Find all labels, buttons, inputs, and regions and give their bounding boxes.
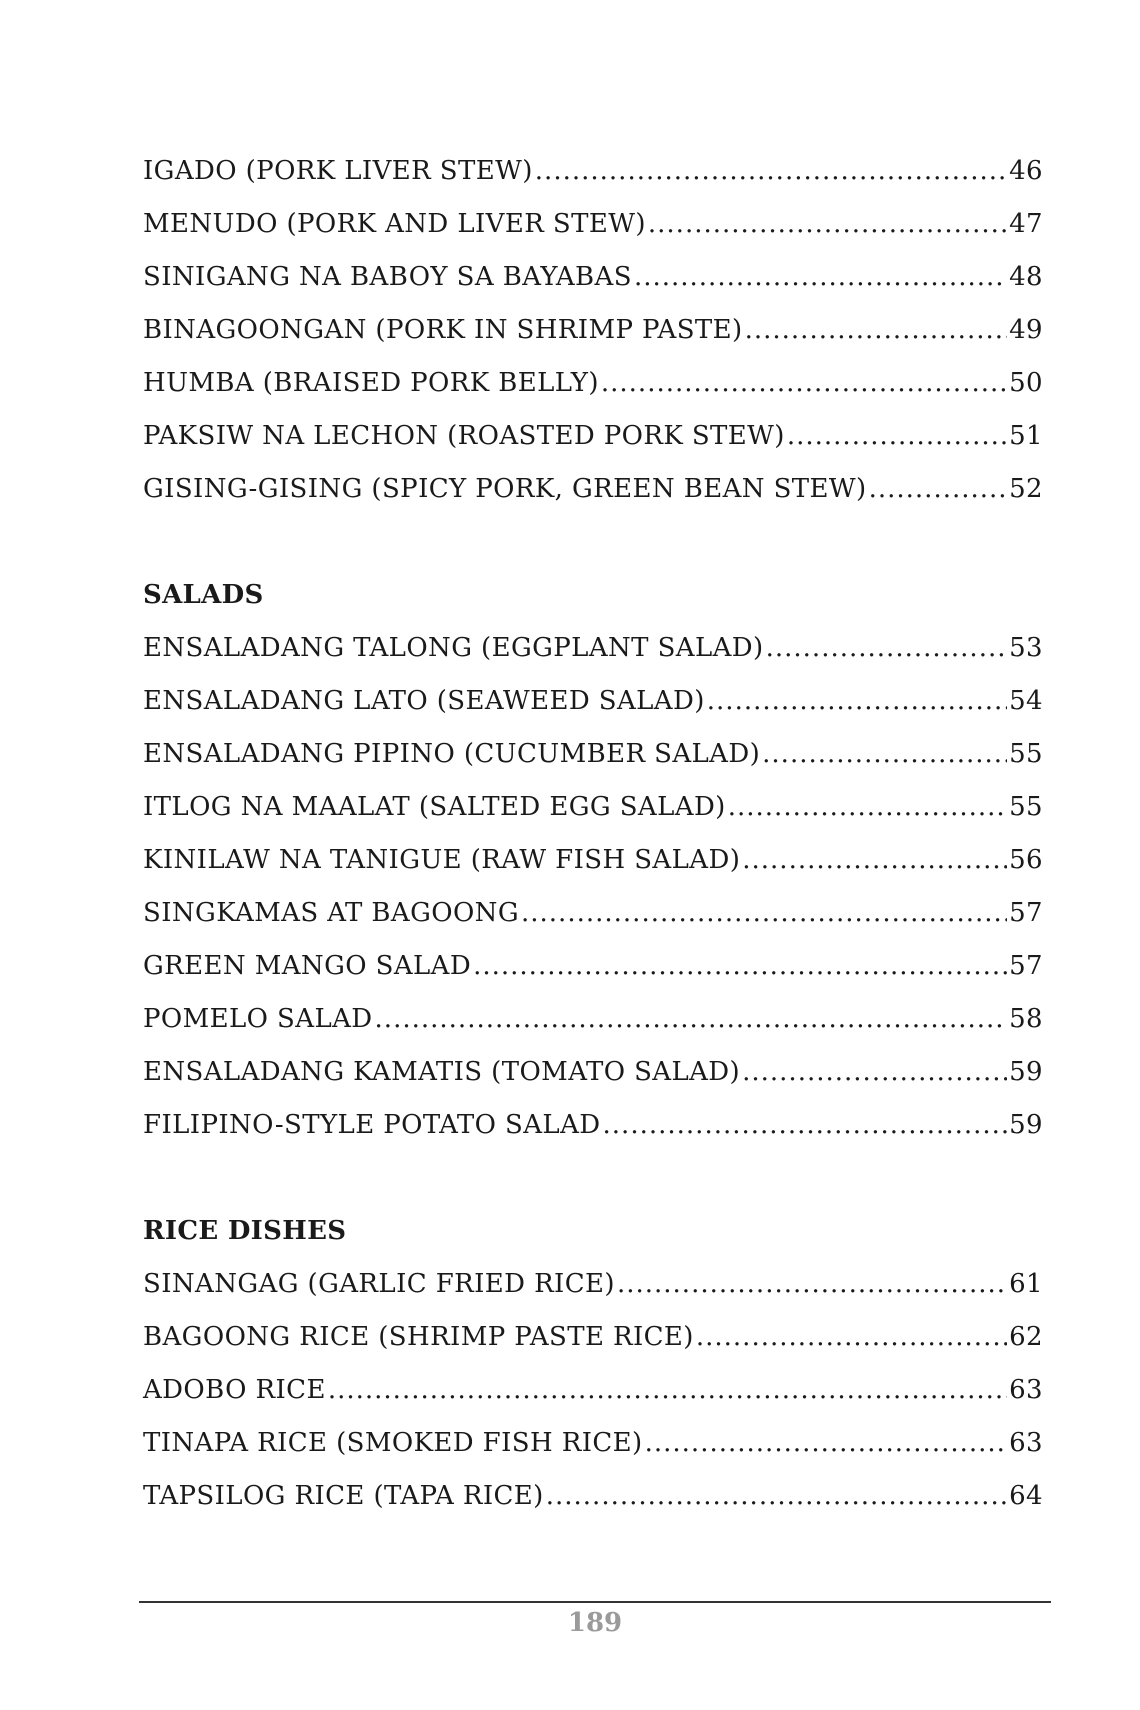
page-number: 189 xyxy=(567,1608,623,1638)
dot-leader xyxy=(601,363,1007,403)
section-heading-salads: SALADS xyxy=(143,580,264,610)
dot-leader xyxy=(473,946,1007,986)
footer-divider xyxy=(139,1601,1051,1603)
table-of-contents xyxy=(143,151,1043,1529)
dot-leader xyxy=(696,1317,1007,1357)
entry-page-number: 64 xyxy=(1009,1481,1043,1511)
entry-page-number: 56 xyxy=(1009,845,1043,875)
entry-page-number: 55 xyxy=(1009,792,1043,822)
dot-leader xyxy=(742,840,1007,880)
toc-entry xyxy=(143,734,1043,787)
dot-leader xyxy=(645,1423,1008,1463)
toc-entry xyxy=(143,1476,1043,1529)
toc-entry xyxy=(143,1105,1043,1158)
entry-page-number: 54 xyxy=(1009,686,1043,716)
dot-leader xyxy=(648,204,1007,244)
section-spacer xyxy=(143,522,1043,575)
dot-leader xyxy=(766,628,1008,668)
dot-leader xyxy=(535,151,1007,191)
section-spacer xyxy=(143,1158,1043,1211)
entry-page-number: 53 xyxy=(1009,633,1043,663)
entry-title: BINAGOONGAN (PORK IN SHRIMP PASTE) xyxy=(143,315,743,345)
toc-entry xyxy=(143,1264,1043,1317)
dot-leader xyxy=(634,257,1007,297)
entry-title: POMELO SALAD xyxy=(143,1004,373,1034)
dot-leader xyxy=(745,310,1008,350)
entry-title: ADOBO RICE xyxy=(143,1375,326,1405)
entry-page-number: 48 xyxy=(1009,262,1043,292)
dot-leader xyxy=(617,1264,1007,1304)
entry-title: ENSALADANG KAMATIS (TOMATO SALAD) xyxy=(143,1057,741,1087)
dot-leader xyxy=(546,1476,1007,1516)
toc-entry xyxy=(143,1317,1043,1370)
toc-entry xyxy=(143,257,1043,310)
entry-title: TINAPA RICE (SMOKED FISH RICE) xyxy=(143,1428,643,1458)
entry-page-number: 47 xyxy=(1009,209,1043,239)
dot-leader xyxy=(742,1052,1007,1092)
entry-page-number: 57 xyxy=(1009,951,1043,981)
entry-page-number: 46 xyxy=(1009,156,1043,186)
entry-page-number: 62 xyxy=(1009,1322,1043,1352)
entry-page-number: 49 xyxy=(1009,315,1043,345)
dot-leader xyxy=(603,1105,1008,1145)
entry-page-number: 61 xyxy=(1009,1269,1043,1299)
toc-entry xyxy=(143,1370,1043,1423)
toc-entry xyxy=(143,946,1043,999)
entry-title: KINILAW NA TANIGUE (RAW FISH SALAD) xyxy=(143,845,741,875)
dot-leader xyxy=(707,681,1007,721)
dot-leader xyxy=(869,469,1008,509)
toc-entry xyxy=(143,204,1043,257)
toc-entry xyxy=(143,628,1043,681)
entry-page-number: 59 xyxy=(1009,1057,1043,1087)
entry-title: MENUDO (PORK AND LIVER STEW) xyxy=(143,209,646,239)
dot-leader xyxy=(521,893,1007,933)
entry-title: IGADO (PORK LIVER STEW) xyxy=(143,156,533,186)
toc-entry xyxy=(143,310,1043,363)
entry-title: ENSALADANG LATO (SEAWEED SALAD) xyxy=(143,686,705,716)
entry-page-number: 51 xyxy=(1009,421,1043,451)
toc-entry xyxy=(143,1052,1043,1105)
dot-leader xyxy=(762,734,1007,774)
entry-page-number: 63 xyxy=(1009,1375,1043,1405)
toc-entry xyxy=(143,1423,1043,1476)
entry-title: ENSALADANG PIPINO (CUCUMBER SALAD) xyxy=(143,739,761,769)
entry-page-number: 59 xyxy=(1009,1110,1043,1140)
entry-page-number: 50 xyxy=(1009,368,1043,398)
entry-title: GREEN MANGO SALAD xyxy=(143,951,472,981)
entry-title: TAPSILOG RICE (TAPA RICE) xyxy=(143,1481,544,1511)
dot-leader xyxy=(375,999,1008,1039)
entry-title: PAKSIW NA LECHON (ROASTED PORK STEW) xyxy=(143,421,785,451)
toc-entry xyxy=(143,363,1043,416)
entry-title: FILIPINO-STYLE POTATO SALAD xyxy=(143,1110,601,1140)
entry-title: ENSALADANG TALONG (EGGPLANT SALAD) xyxy=(143,633,764,663)
dot-leader xyxy=(728,787,1007,827)
toc-entry xyxy=(143,840,1043,893)
entry-page-number: 58 xyxy=(1009,1004,1043,1034)
section-heading-rice-dishes: RICE DISHES xyxy=(143,1216,347,1246)
dot-leader xyxy=(328,1370,1007,1410)
entry-page-number: 63 xyxy=(1009,1428,1043,1458)
toc-entry xyxy=(143,416,1043,469)
entry-title: SINANGAG (GARLIC FRIED RICE) xyxy=(143,1269,615,1299)
entry-title: HUMBA (BRAISED PORK BELLY) xyxy=(143,368,599,398)
entry-title: SINGKAMAS AT BAGOONG xyxy=(143,898,519,928)
toc-entry xyxy=(143,787,1043,840)
toc-entry xyxy=(143,151,1043,204)
entry-title: GISING-GISING (SPICY PORK, GREEN BEAN STEW) xyxy=(143,474,867,504)
entry-title: ITLOG NA MAALAT (SALTED EGG SALAD) xyxy=(143,792,726,822)
toc-entry xyxy=(143,469,1043,522)
toc-entry xyxy=(143,999,1043,1052)
entry-page-number: 57 xyxy=(1009,898,1043,928)
entry-page-number: 55 xyxy=(1009,739,1043,769)
dot-leader xyxy=(787,416,1007,456)
entry-title: SINIGANG NA BABOY SA BAYABAS xyxy=(143,262,632,292)
entry-page-number: 52 xyxy=(1009,474,1043,504)
toc-entry xyxy=(143,893,1043,946)
toc-entry xyxy=(143,681,1043,734)
entry-title: BAGOONG RICE (SHRIMP PASTE RICE) xyxy=(143,1322,694,1352)
